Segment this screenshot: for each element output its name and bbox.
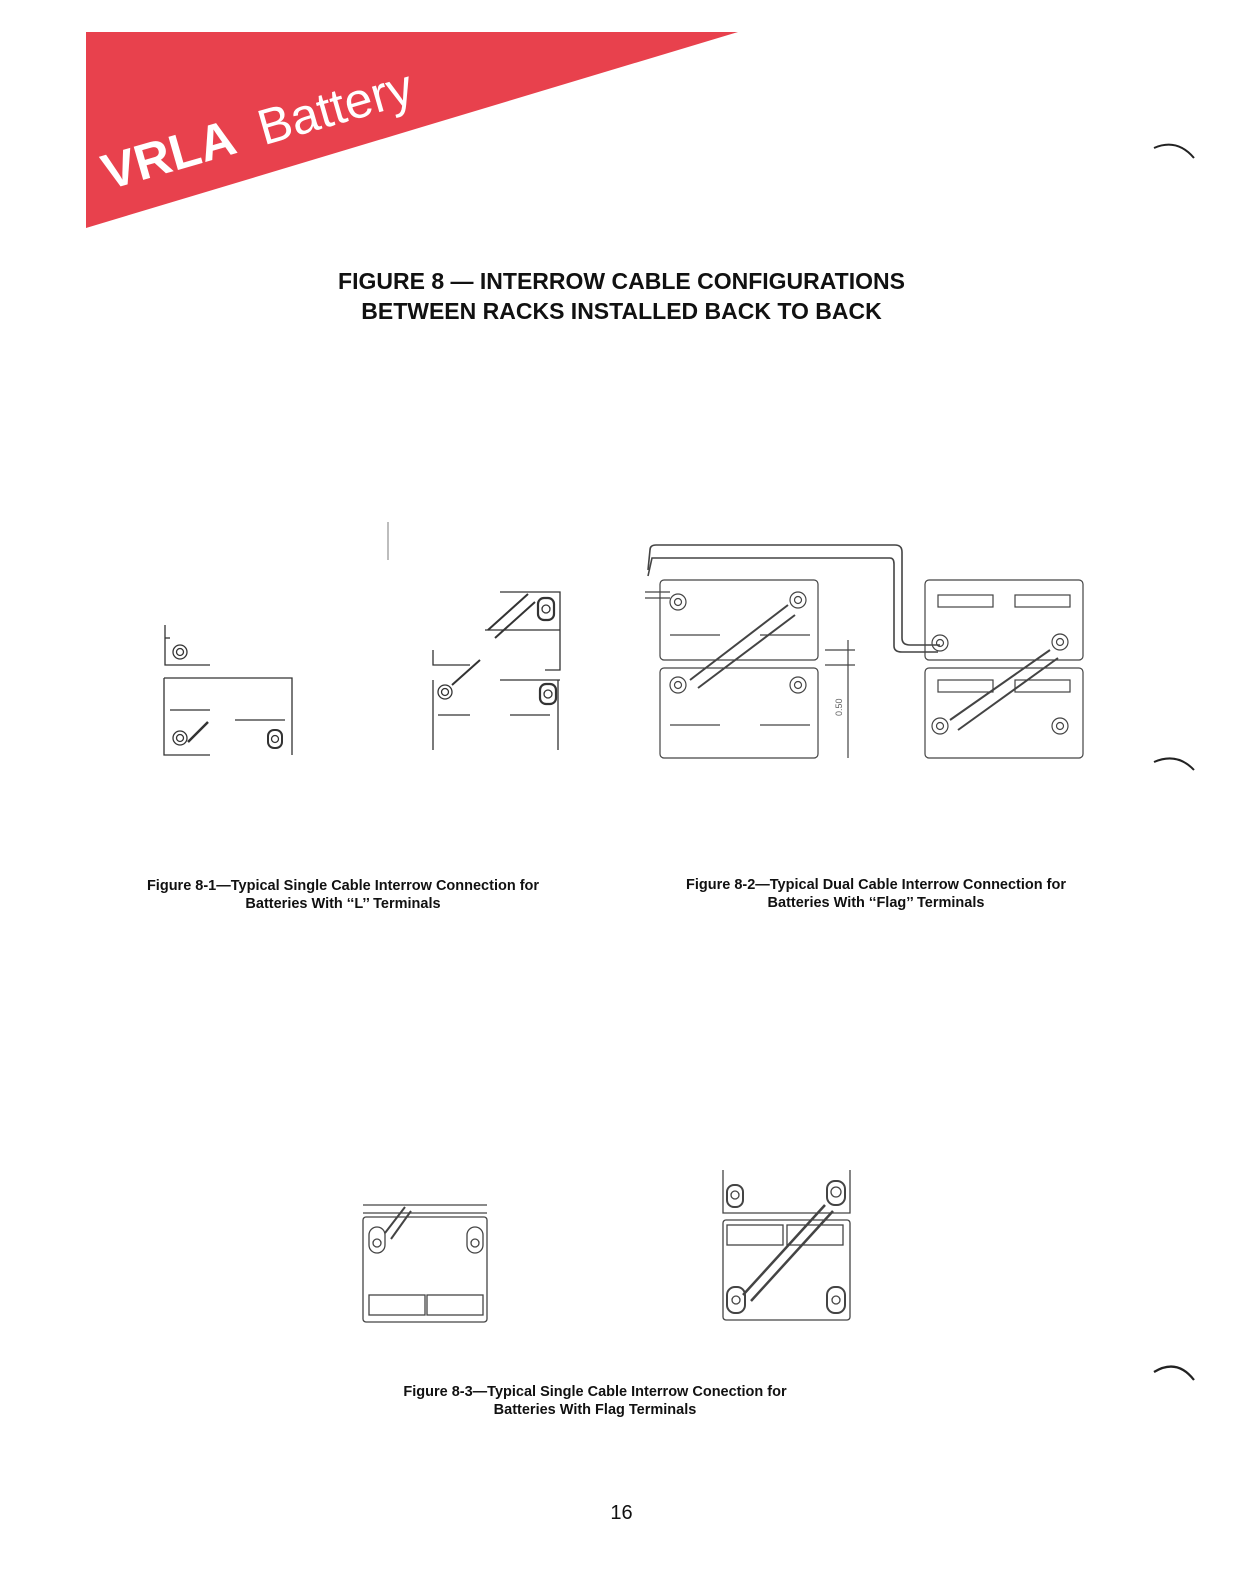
terminal-icon: [268, 730, 282, 748]
terminal-icon: [173, 645, 187, 659]
figure-8-2-caption-line-2: Batteries With ‘‘Flag’’ Terminals: [767, 895, 985, 911]
figure-8-3-caption: [370, 1383, 820, 1419]
page-title: [0, 266, 1243, 326]
terminal-icon: [790, 677, 806, 693]
terminal-icon: [727, 1185, 743, 1207]
figure-8-3-left-drawing: [355, 1195, 500, 1330]
terminal-icon: [827, 1287, 845, 1313]
terminal-icon: [670, 677, 686, 693]
edge-mark-middle: [1152, 750, 1197, 775]
figure-8-1-caption-line-1: Figure 8-1—Typical Single Cable Interrow Connection for: [146, 878, 540, 894]
figure-8-3-caption-line-2: Batteries With Flag Terminals: [493, 1402, 697, 1418]
terminal-icon: [369, 1227, 385, 1253]
dimension-label: 0.50: [834, 698, 844, 716]
figure-8-2-caption: [650, 876, 1102, 912]
terminal-icon: [670, 594, 686, 610]
vrla-battery-banner: [0, 0, 780, 240]
terminal-icon: [538, 598, 554, 620]
edge-mark-top: [1152, 138, 1197, 163]
figure-8-2-drawing: [640, 540, 1100, 770]
terminal-icon: [1052, 634, 1068, 650]
banner-brand-bold: VRLA: [95, 109, 242, 201]
figure-8-2-caption-line-1: Figure 8-2—Typical Dual Cable Interrow Connection for: [685, 877, 1066, 893]
terminal-icon: [438, 685, 452, 699]
terminal-icon: [932, 718, 948, 734]
figure-8-3-right-drawing: [715, 1165, 860, 1330]
banner-brand-light: Battery: [251, 58, 420, 156]
figure-8-1-drawing: [140, 510, 580, 770]
figure-8-1-caption: [110, 877, 576, 913]
terminal-icon: [790, 592, 806, 608]
terminal-icon: [727, 1287, 745, 1313]
terminal-icon: [540, 684, 556, 704]
page-title-line-1: FIGURE 8 — INTERROW CABLE CONFIGURATIONS: [338, 268, 905, 294]
figure-8-1-caption-line-2: Batteries With ‘‘L’’ Terminals: [245, 896, 441, 912]
terminal-icon: [173, 731, 187, 745]
figure-8-3-caption-line-1: Figure 8-3—Typical Single Cable Interrow Conection for: [403, 1384, 787, 1400]
terminal-icon: [827, 1181, 845, 1205]
page-number: 16: [610, 1502, 633, 1524]
edge-mark-bottom: [1152, 1358, 1197, 1383]
terminal-icon: [467, 1227, 483, 1253]
page-title-line-2: BETWEEN RACKS INSTALLED BACK TO BACK: [361, 298, 882, 324]
terminal-icon: [932, 635, 948, 651]
terminal-icon: [1052, 718, 1068, 734]
